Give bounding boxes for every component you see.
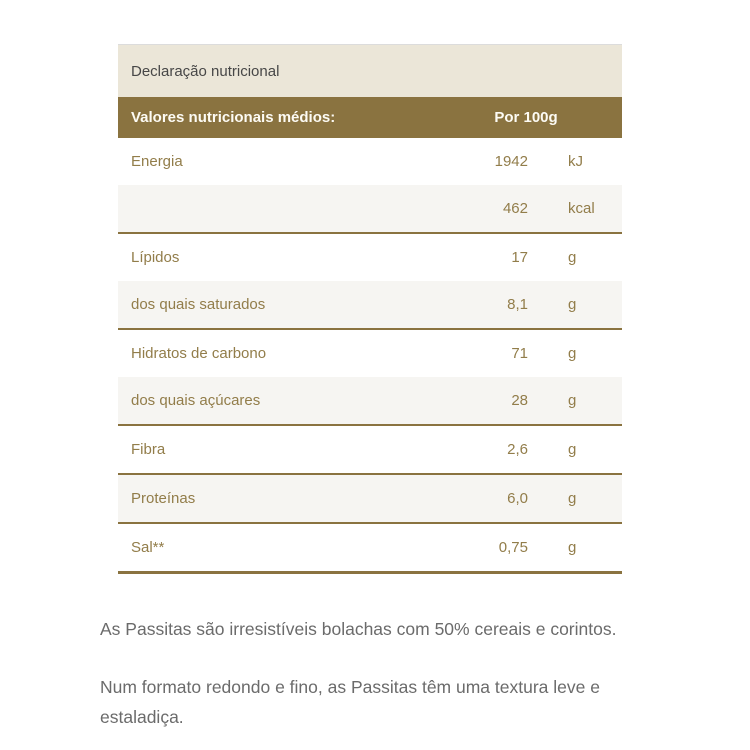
row-unit: g <box>548 523 622 573</box>
row-value: 71 <box>430 329 548 377</box>
row-value: 8,1 <box>430 281 548 329</box>
row-unit: g <box>548 329 622 377</box>
table-title: Declaração nutricional <box>118 45 622 98</box>
row-label: Sal** <box>118 523 430 573</box>
row-label: Energia <box>118 138 430 185</box>
row-label: Lípidos <box>118 233 430 281</box>
row-value: 2,6 <box>430 425 548 474</box>
table-row-lipidos <box>118 233 622 281</box>
table-row-saturados <box>118 281 622 329</box>
row-value: 1942 <box>430 138 548 185</box>
product-nutrition-section <box>100 44 652 732</box>
table-row-acucares <box>118 377 622 425</box>
row-unit: kcal <box>548 185 622 233</box>
table-header-row <box>118 97 622 138</box>
row-unit: g <box>548 281 622 329</box>
table-row-fibra <box>118 425 622 474</box>
row-value: 0,75 <box>430 523 548 573</box>
row-label <box>118 185 430 233</box>
product-description <box>100 614 652 732</box>
header-per-100g: Por 100g <box>430 97 622 138</box>
row-value: 17 <box>430 233 548 281</box>
header-label: Valores nutricionais médios: <box>118 97 430 138</box>
row-unit: g <box>548 425 622 474</box>
row-unit: g <box>548 377 622 425</box>
description-paragraph-1: As Passitas são irresistíveis bolachas com 50% cereais e corintos. <box>100 619 617 639</box>
row-value: 462 <box>430 185 548 233</box>
row-label: dos quais saturados <box>118 281 430 329</box>
row-unit: g <box>548 474 622 523</box>
table-row-proteinas <box>118 474 622 523</box>
row-label: Fibra <box>118 425 430 474</box>
row-value: 28 <box>430 377 548 425</box>
row-label: Proteínas <box>118 474 430 523</box>
table-title-row <box>118 45 622 98</box>
row-label: Hidratos de carbono <box>118 329 430 377</box>
row-unit: g <box>548 233 622 281</box>
nutrition-table <box>118 44 622 574</box>
table-row-energia-kcal <box>118 185 622 233</box>
row-value: 6,0 <box>430 474 548 523</box>
row-label: dos quais açúcares <box>118 377 430 425</box>
row-unit: kJ <box>548 138 622 185</box>
table-row-energia <box>118 138 622 185</box>
description-paragraph-2: Num formato redondo e fino, as Passitas têm uma textura leve e estaladiça. <box>100 677 600 727</box>
table-row-sal <box>118 523 622 573</box>
table-row-hidratos <box>118 329 622 377</box>
